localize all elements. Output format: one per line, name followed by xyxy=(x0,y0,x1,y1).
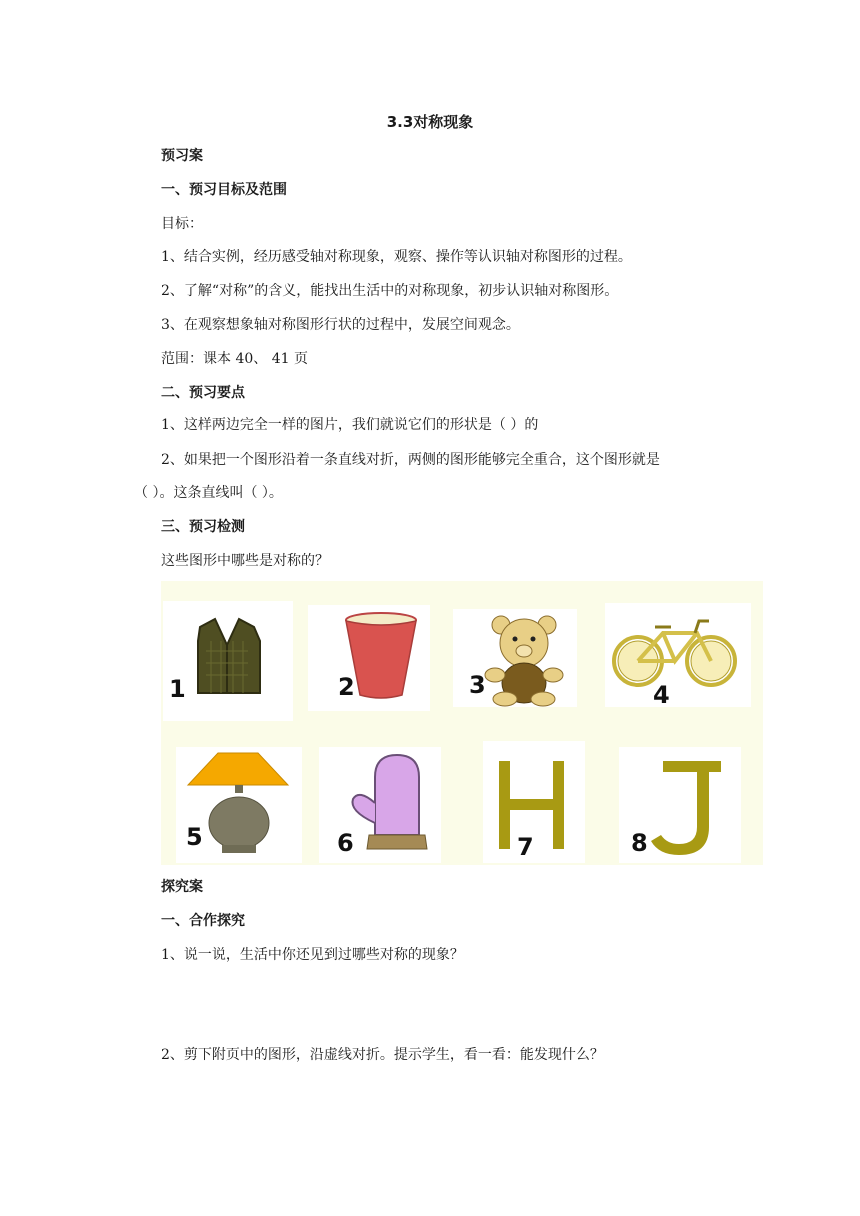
figure-item-lamp xyxy=(176,747,302,863)
section1-heading: 一、预习目标及范围 xyxy=(161,182,287,198)
item-number: 2 xyxy=(338,673,355,701)
section3-heading: 三、预习检测 xyxy=(161,519,245,535)
letter-j-icon xyxy=(619,747,741,863)
check-question: 这些图形中哪些是对称的？ xyxy=(161,553,329,569)
item-number: 7 xyxy=(517,833,534,861)
item-number: 1 xyxy=(169,675,186,703)
item-number: 3 xyxy=(469,671,486,699)
figure-item-cup xyxy=(308,605,430,711)
figure-item-letter-j xyxy=(619,747,741,863)
teddy-bear-icon xyxy=(453,609,577,707)
mitten-icon xyxy=(319,747,441,863)
page-title: 3.3对称现象 xyxy=(386,113,474,131)
explore-question-2: 2、剪下附页中的图形，沿虚线对折。提示学生，看一看：能发现什么？ xyxy=(161,1047,604,1063)
section2-heading: 二、预习要点 xyxy=(161,385,245,401)
lamp-icon xyxy=(176,747,302,863)
item-number: 5 xyxy=(186,823,203,851)
item-number: 8 xyxy=(631,829,648,857)
figure-item-mitten xyxy=(319,747,441,863)
goal-item: 3、在观察想象轴对称图形行状的过程中，发展空间观念。 xyxy=(161,317,520,333)
figure-item-teddy-bear xyxy=(453,609,577,707)
point-item-2: 2、如果把一个图形沿着一条直线对折，两侧的图形能够完全重合，这个图形就是 xyxy=(161,452,660,468)
goal-item: 2、了解“对称”的含义，能找出生活中的对称现象，初步认识轴对称图形。 xyxy=(161,283,619,299)
bicycle-icon xyxy=(605,603,751,707)
point-item-1: 1、这样两边完全一样的图片，我们就说它们的形状是（ ）的 xyxy=(161,417,539,433)
point-item-2-continued: （ ）。这条直线叫（ ）。 xyxy=(134,485,283,501)
symmetry-figure-panel xyxy=(161,581,763,865)
item-number: 4 xyxy=(653,681,670,707)
range-text: 范围：课本 40、 41 页 xyxy=(161,351,308,367)
figure-item-letter-h xyxy=(483,741,585,863)
cup-icon xyxy=(308,605,430,711)
explore-section1-heading: 一、合作探究 xyxy=(161,913,245,929)
goal-item: 1、结合实例，经历感受轴对称现象，观察、操作等认识轴对称图形的过程。 xyxy=(161,249,632,265)
goal-label: 目标： xyxy=(161,216,203,232)
preview-heading: 预习案 xyxy=(161,148,203,164)
vest-icon xyxy=(163,601,293,721)
figure-item-bicycle xyxy=(605,603,751,707)
item-number: 6 xyxy=(337,829,354,857)
explore-heading: 探究案 xyxy=(161,879,203,895)
explore-question-1: 1、说一说，生活中你还见到过哪些对称的现象？ xyxy=(161,947,464,963)
figure-item-vest xyxy=(163,601,293,721)
letter-h-icon xyxy=(483,741,585,863)
